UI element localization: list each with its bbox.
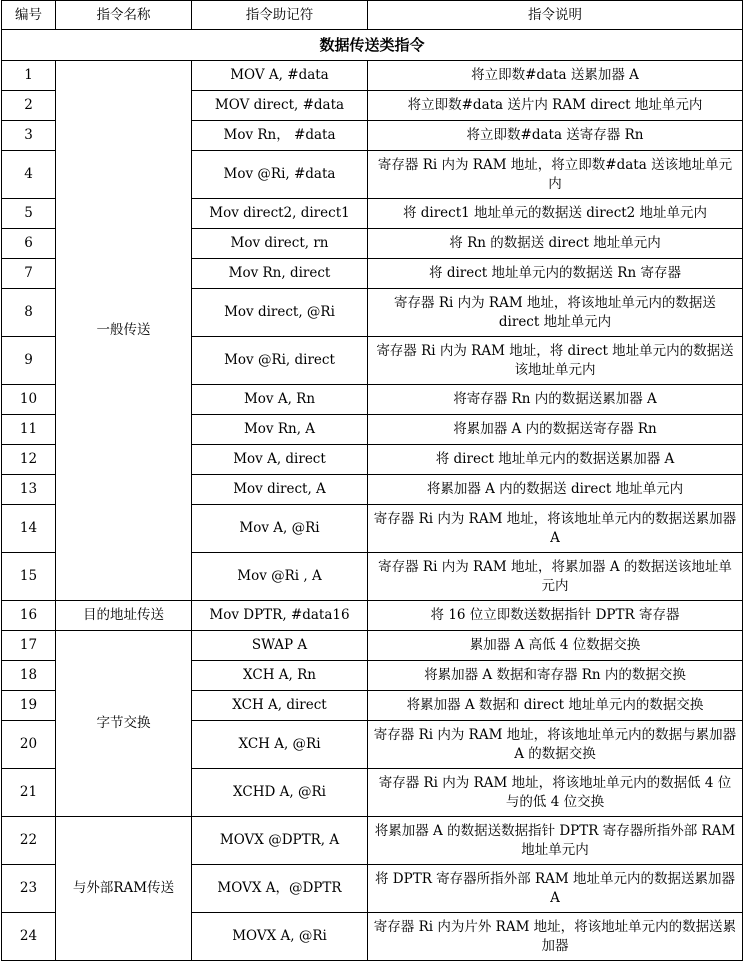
row-mnemonic: Mov A, Rn (192, 385, 368, 415)
row-number: 13 (2, 475, 56, 505)
row-number: 1 (2, 61, 56, 91)
row-number: 14 (2, 505, 56, 553)
row-number: 18 (2, 661, 56, 691)
header-name: 指令名称 (56, 1, 192, 30)
row-description: 累加器 A 高低 4 位数据交换 (368, 631, 743, 661)
row-description: 将累加器 A 的数据送数据指针 DPTR 寄存器所指外部 RAM 地址单元内 (368, 817, 743, 865)
row-description: 将立即数#data 送寄存器 Rn (368, 121, 743, 151)
row-number: 3 (2, 121, 56, 151)
row-number: 5 (2, 199, 56, 229)
row-number: 4 (2, 151, 56, 199)
row-number: 24 (2, 913, 56, 961)
row-number: 16 (2, 601, 56, 631)
row-description: 将 direct 地址单元内的数据送累加器 A (368, 445, 743, 475)
row-number: 23 (2, 865, 56, 913)
header-mnemonic: 指令助记符 (192, 1, 368, 30)
section-title: 数据传送类指令 (2, 30, 743, 61)
row-description: 将 DPTR 寄存器所指外部 RAM 地址单元内的数据送累加器 A (368, 865, 743, 913)
row-description: 寄存器 Ri 内为 RAM 地址，将累加器 A 的数据送该地址单元内 (368, 553, 743, 601)
table-row (2, 631, 743, 661)
row-mnemonic: Mov direct2, direct1 (192, 199, 368, 229)
row-mnemonic: Mov @Ri, direct (192, 337, 368, 385)
instruction-table (1, 0, 743, 961)
row-description: 寄存器 Ri 内为 RAM 地址，将该地址单元内的数据与累加器 A 的数据交换 (368, 721, 743, 769)
row-mnemonic: XCH A, direct (192, 691, 368, 721)
row-mnemonic: MOVX @DPTR, A (192, 817, 368, 865)
row-description: 将立即数#data 送累加器 A (368, 61, 743, 91)
row-mnemonic: SWAP A (192, 631, 368, 661)
row-description: 将 16 位立即数送数据指针 DPTR 寄存器 (368, 601, 743, 631)
row-description: 寄存器 Ri 内为 RAM 地址，将立即数#data 送该地址单元内 (368, 151, 743, 199)
row-number: 7 (2, 259, 56, 289)
row-mnemonic: Mov direct, rn (192, 229, 368, 259)
row-description: 寄存器 Ri 内为 RAM 地址，将 direct 地址单元内的数据送该地址单元内 (368, 337, 743, 385)
group-name-ext: 与外部RAM传送 (56, 817, 192, 961)
row-mnemonic: XCH A, @Ri (192, 721, 368, 769)
row-number: 15 (2, 553, 56, 601)
group-name-swap: 字节交换 (56, 631, 192, 817)
table-row (2, 817, 743, 865)
row-number: 9 (2, 337, 56, 385)
row-number: 6 (2, 229, 56, 259)
table-row (2, 601, 743, 631)
section-row (2, 30, 743, 61)
row-mnemonic: Mov DPTR, #data16 (192, 601, 368, 631)
row-number: 8 (2, 289, 56, 337)
row-mnemonic: Mov direct, @Ri (192, 289, 368, 337)
row-number: 19 (2, 691, 56, 721)
header-no: 编号 (2, 1, 56, 30)
row-description: 寄存器 Ri 内为 RAM 地址，将该地址单元内的数据送 direct 地址单元内 (368, 289, 743, 337)
group-name-dest: 目的地址传送 (56, 601, 192, 631)
row-mnemonic: XCHD A, @Ri (192, 769, 368, 817)
row-number: 12 (2, 445, 56, 475)
row-description: 寄存器 Ri 内为 RAM 地址，将该地址单元内的数据低 4 位与的低 4 位交换 (368, 769, 743, 817)
row-description: 将 direct 地址单元内的数据送 Rn 寄存器 (368, 259, 743, 289)
row-number: 21 (2, 769, 56, 817)
row-mnemonic: MOV A, #data (192, 61, 368, 91)
row-description: 将累加器 A 数据和 direct 地址单元内的数据交换 (368, 691, 743, 721)
row-mnemonic: Mov A, direct (192, 445, 368, 475)
row-description: 将 direct1 地址单元的数据送 direct2 地址单元内 (368, 199, 743, 229)
row-number: 10 (2, 385, 56, 415)
row-mnemonic: XCH A, Rn (192, 661, 368, 691)
row-mnemonic: Mov A, @Ri (192, 505, 368, 553)
group-name-general: 一般传送 (56, 61, 192, 601)
row-description: 将寄存器 Rn 内的数据送累加器 A (368, 385, 743, 415)
row-mnemonic: Mov Rn, A (192, 415, 368, 445)
row-description: 寄存器 Ri 内为 RAM 地址，将该地址单元内的数据送累加器 A (368, 505, 743, 553)
row-description: 将累加器 A 内的数据送寄存器 Rn (368, 415, 743, 445)
row-description: 将累加器 A 数据和寄存器 Rn 内的数据交换 (368, 661, 743, 691)
header-desc: 指令说明 (368, 1, 743, 30)
row-number: 20 (2, 721, 56, 769)
row-number: 22 (2, 817, 56, 865)
row-description: 将立即数#data 送片内 RAM direct 地址单元内 (368, 91, 743, 121)
row-mnemonic: MOV direct, #data (192, 91, 368, 121)
row-mnemonic: Mov Rn， #data (192, 121, 368, 151)
row-description: 将累加器 A 内的数据送 direct 地址单元内 (368, 475, 743, 505)
row-mnemonic: Mov @Ri , A (192, 553, 368, 601)
row-mnemonic: Mov @Ri, #data (192, 151, 368, 199)
table-row (2, 61, 743, 91)
row-number: 2 (2, 91, 56, 121)
row-number: 17 (2, 631, 56, 661)
row-description: 寄存器 Ri 内为片外 RAM 地址，将该地址单元内的数据送累加器 (368, 913, 743, 961)
row-mnemonic: Mov direct, A (192, 475, 368, 505)
row-number: 11 (2, 415, 56, 445)
header-row (2, 1, 743, 30)
row-description: 将 Rn 的数据送 direct 地址单元内 (368, 229, 743, 259)
row-mnemonic: Mov Rn, direct (192, 259, 368, 289)
row-mnemonic: MOVX A, @Ri (192, 913, 368, 961)
row-mnemonic: MOVX A，@DPTR (192, 865, 368, 913)
